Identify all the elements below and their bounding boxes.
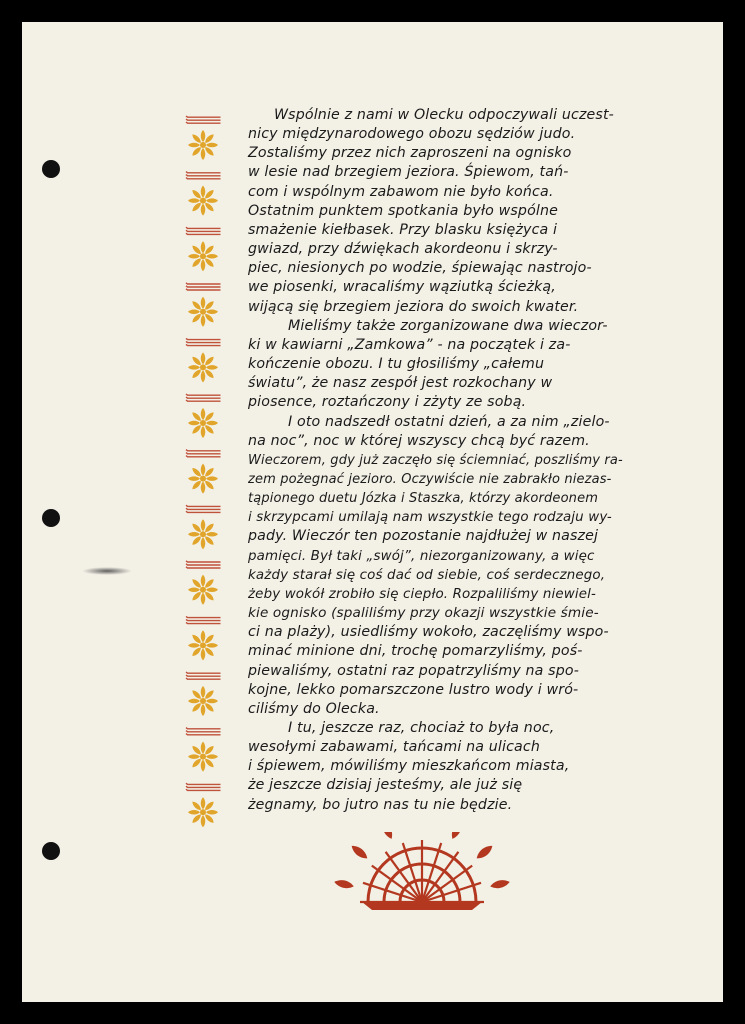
zigzag-stripe-icon xyxy=(186,728,221,735)
text-line: piosence, roztańczony i zżyty ze sobą. xyxy=(248,394,527,411)
zigzag-stripe-icon xyxy=(186,561,221,568)
text-line: że jeszcze dzisiaj jesteśmy, ale już się xyxy=(248,777,523,794)
text-line: każdy starał się coś dać od siebie, coś serdecznego, xyxy=(248,567,606,583)
text-line: kończenie obozu. I tu głosiliśmy „całemu xyxy=(248,356,545,373)
text-line: pady. Wieczór ten pozostanie najdłużej w naszej xyxy=(248,528,599,545)
text-line: i skrzypcami umilają nam wszystkie tego rodzaju wy- xyxy=(248,510,612,526)
text-line: pamięci. Był taki „swój”, niezorganizowany, a więc xyxy=(248,548,595,564)
document-page xyxy=(22,22,723,1002)
text-line: Wieczorem, gdy już zaczęło się ściemniać, poszliśmy ra- xyxy=(248,452,623,468)
text-line: tąpionego duetu Józka i Staszka, którzy akordeonem xyxy=(248,491,599,507)
folk-flower-icon xyxy=(188,630,218,660)
text-line: kie ognisko (spaliliśmy przy okazji wszystkie śmie- xyxy=(248,605,599,622)
handwritten-text xyxy=(248,106,688,815)
zigzag-stripe-icon xyxy=(186,283,221,290)
text-line: żegnamy, bo jutro nas tu nie będzie. xyxy=(248,796,513,813)
text-line: światu”, że nasz zespół jest rozkochany w xyxy=(248,375,553,392)
ink-smudge xyxy=(82,567,132,575)
text-line: i śpiewem, mówiliśmy mieszkańcom miasta, xyxy=(248,758,570,775)
text-line: żeby wokół zrobiło się ciepło. Rozpaliliśmy niewiel- xyxy=(248,586,596,602)
folk-flower-icon xyxy=(188,130,218,160)
folk-flower-icon xyxy=(188,519,218,549)
text-line: Wspólnie z nami w Olecku odpoczywali uczest- xyxy=(274,107,614,123)
text-line: Ostatnim punktem spotkania było wspólne xyxy=(248,202,559,219)
binder-hole-icon xyxy=(42,509,60,527)
zigzag-stripe-icon xyxy=(186,672,221,679)
text-line: ci na plaży), usiedliśmy wokoło, zaczęliśmy wspo- xyxy=(248,624,609,641)
text-line: smażenie kiełbasek. Przy blasku księżyca i xyxy=(248,221,558,238)
zigzag-stripe-icon xyxy=(186,450,221,457)
text-line: wesołymi zabawami, tańcami na ulicach xyxy=(248,739,540,756)
folk-flower-icon xyxy=(188,797,218,827)
text-line: piec, niesionych po wodzie, śpiewając nastrojo- xyxy=(248,260,592,277)
text-line: Mieliśmy także zorganizowane dwa wieczor- xyxy=(288,317,608,334)
binder-hole-icon xyxy=(42,842,60,860)
text-line: I oto nadszedł ostatni dzień, a za nim „zielo- xyxy=(288,413,610,430)
text-line: com i wspólnym zabawom nie było końca. xyxy=(248,183,554,200)
folk-flower-icon xyxy=(188,464,218,494)
text-line: ki w kawiarni „Zamkowa” - na początek i za- xyxy=(248,336,571,353)
folk-flower-icon xyxy=(188,297,218,327)
folk-flower-icon xyxy=(188,352,218,382)
text-line: wijącą się brzegiem jeziora do swoich kwater. xyxy=(248,298,579,315)
text-line: w lesie nad brzegiem jeziora. Śpiewom, tań- xyxy=(248,164,569,181)
binder-hole-icon xyxy=(42,160,60,178)
zigzag-stripe-icon xyxy=(186,394,221,401)
text-line: minać minione dni, trochę pomarzyliśmy, poś- xyxy=(248,643,583,660)
zigzag-stripe-icon xyxy=(186,616,221,623)
fan-ornament-icon xyxy=(332,832,512,922)
zigzag-stripe-icon xyxy=(186,783,221,790)
text-line: ciliśmy do Olecka. xyxy=(248,700,380,717)
folk-border xyxy=(182,112,224,832)
text-line: we piosenki, wracaliśmy wąziutką ścieżką, xyxy=(248,279,556,296)
zigzag-stripe-icon xyxy=(186,338,221,345)
text-line: Zostaliśmy przez nich zaproszeni na ognisko xyxy=(248,145,572,162)
folk-flower-icon xyxy=(188,575,218,605)
zigzag-stripe-icon xyxy=(186,116,221,123)
zigzag-stripe-icon xyxy=(186,172,221,179)
zigzag-stripe-icon xyxy=(186,227,221,234)
text-line: kojne, lekko pomarszczone lustro wody i wró- xyxy=(248,681,579,698)
text-line: gwiazd, przy dźwiękach akordeonu i skrzy- xyxy=(248,241,558,258)
text-line: zem pożegnać jezioro. Oczywiście nie zabrakło niezas- xyxy=(248,471,612,487)
folk-flower-icon xyxy=(188,186,218,216)
text-line: nicy międzynarodowego obozu sędziów judo. xyxy=(248,126,576,143)
text-line: I tu, jeszcze raz, chociaż to była noc, xyxy=(288,720,555,736)
folk-flower-icon xyxy=(188,686,218,716)
text-line: piewaliśmy, ostatni raz popatrzyliśmy na spo- xyxy=(248,662,579,679)
folk-flower-icon xyxy=(188,742,218,772)
zigzag-stripe-icon xyxy=(186,505,221,512)
folk-flower-icon xyxy=(188,241,218,271)
folk-flower-icon xyxy=(188,408,218,438)
text-line: na noc”, noc w której wszyscy chcą być razem. xyxy=(248,432,590,449)
